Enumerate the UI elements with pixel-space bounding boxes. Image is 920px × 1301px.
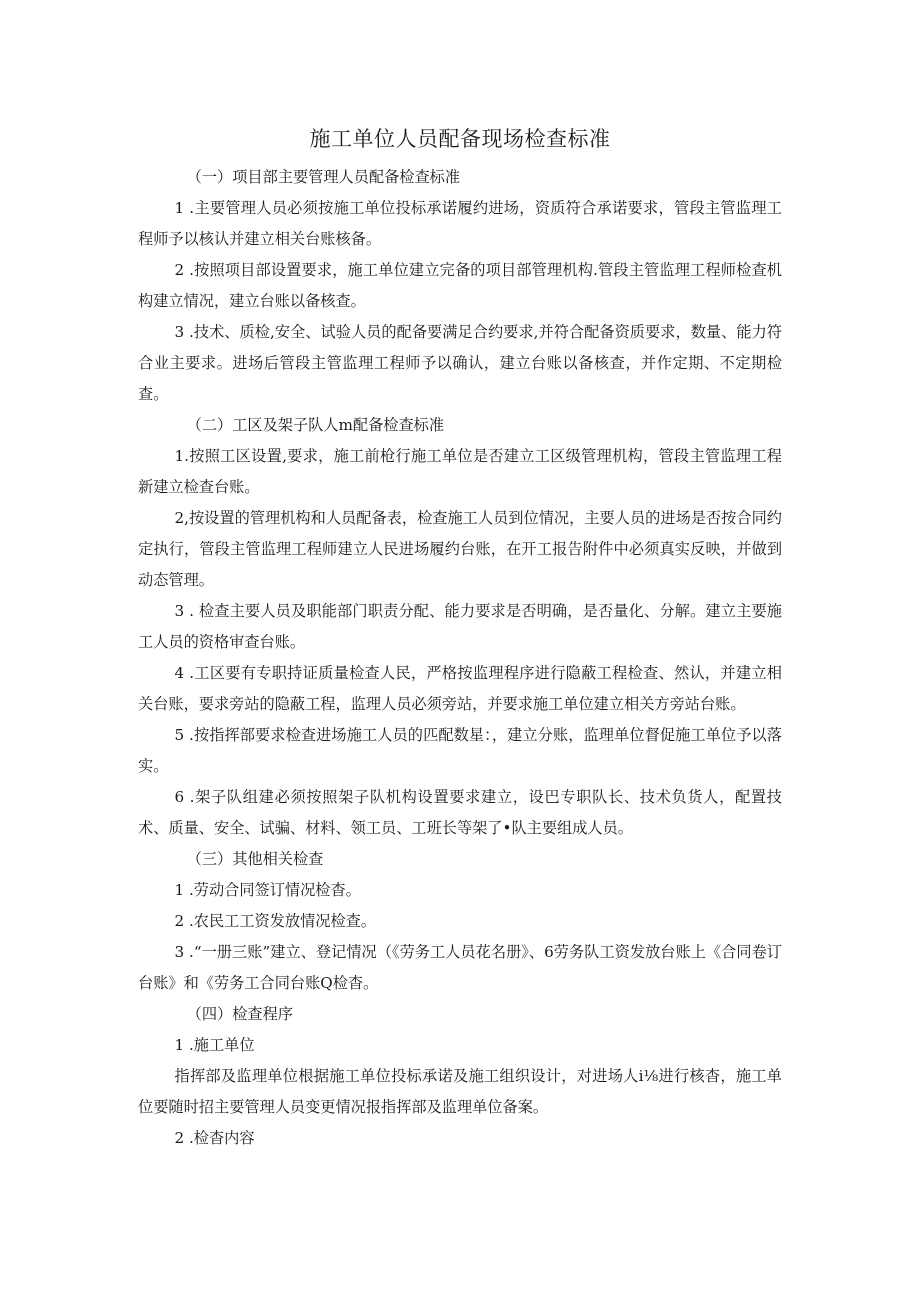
section-heading-2: （二）工区及架子队人m配备检查标准 (186, 416, 445, 434)
paragraph-2-3: 3 . 检查主要人员及职能部门职责分配、能力要求是否明确，是否量化、分解。建立主要施工人员的资格审查台账。 (138, 602, 782, 651)
paragraph-1-2: 2 .按照项目部设置要求，施工单位建立完备的项目部管理机构.管段主管监理工程师检查机构建立情况，建立台账以备核查。 (138, 261, 782, 310)
section-heading-3: （三）其他相关检查 (186, 850, 324, 868)
paragraph-2-4: 4 .工区要有专职持证质量检查人民，严格按监理程序进行隐蔽工程检查、然认，并建立相关台账，要求旁站的隐蔽工程，监理人员必须旁站，并要求施工单位建立相关方旁站台账。 (138, 664, 782, 713)
section-heading-4: （四）检查程序 (186, 1005, 293, 1023)
paragraph-2-5: 5 .按指挥部要求检查进场施工人员的匹配数星：，建立分账，监理单位督促施工单位予以落实。 (138, 726, 782, 775)
paragraph-2-6: 6 .架子队组建必须按照架子队机构设置要求建立，设巴专职队长、技术负货人，配置技术、质量、安全、试骗、材料、领工员、工班长等架了•队主要组成人员。 (138, 788, 782, 837)
paragraph-3-2: 2 .农民工工资发放情况检查。 (174, 912, 377, 930)
paragraph-4-1: 1 .施工单位 (174, 1036, 255, 1054)
paragraph-4-2: 指挥部及监理单位根据施工单位投标承诺及施工组织设计，对进场人i⅛进行核杳，施工单位要随时招主要管理人员变更情况报指挥部及监理单位备案。 (138, 1067, 782, 1116)
page-title: 施工单位人员配备现场检查标准 (309, 127, 611, 151)
paragraph-4-3: 2 .检杳内容 (174, 1129, 255, 1147)
paragraph-3-1: 1 .劳动合同签订情况检杳。 (174, 881, 361, 899)
paragraph-3-3: 3 .“一册三账”建立、登记情况（《劳务工人员花名册》、6劳务队工资发放台账上《合同卷订台账》和《劳务工合同台账Q检杳。 (138, 943, 782, 992)
paragraph-1-1: 1 .主要管理人员必须按施工单位投标承诺履约进场，资质符合承诺要求，管段主管监理工程师予以核认并建立相关台账核备。 (138, 199, 782, 248)
section-heading-1: （一）项目部主要管理人员配备检查标准 (186, 168, 460, 186)
paragraph-2-2: 2,按设置的管理机构和人员配备表，检查施工人员到位情况，主要人员的进场是否按合同约定执行，管段主管监理工程师建立人民进场履约台账，在开工报告附件中必须真实反映，并做到动态管理。 (138, 509, 782, 589)
paragraph-1-3: 3 .技术、质检,安全、试验人员的配备要满足合约要求,并符合配备资质要求，数量、能力符合业主要求。进场后管段主管监理工程师予以确认，建立台账以备核查，并作定期、不定期检查。 (138, 323, 782, 403)
document-body (138, 162, 782, 1154)
paragraph-2-1: 1.按照工区设置,要求，施工前枪行施工单位是否建立工区级管理机构，管段主管监理工程新建立检查台账。 (138, 447, 782, 496)
